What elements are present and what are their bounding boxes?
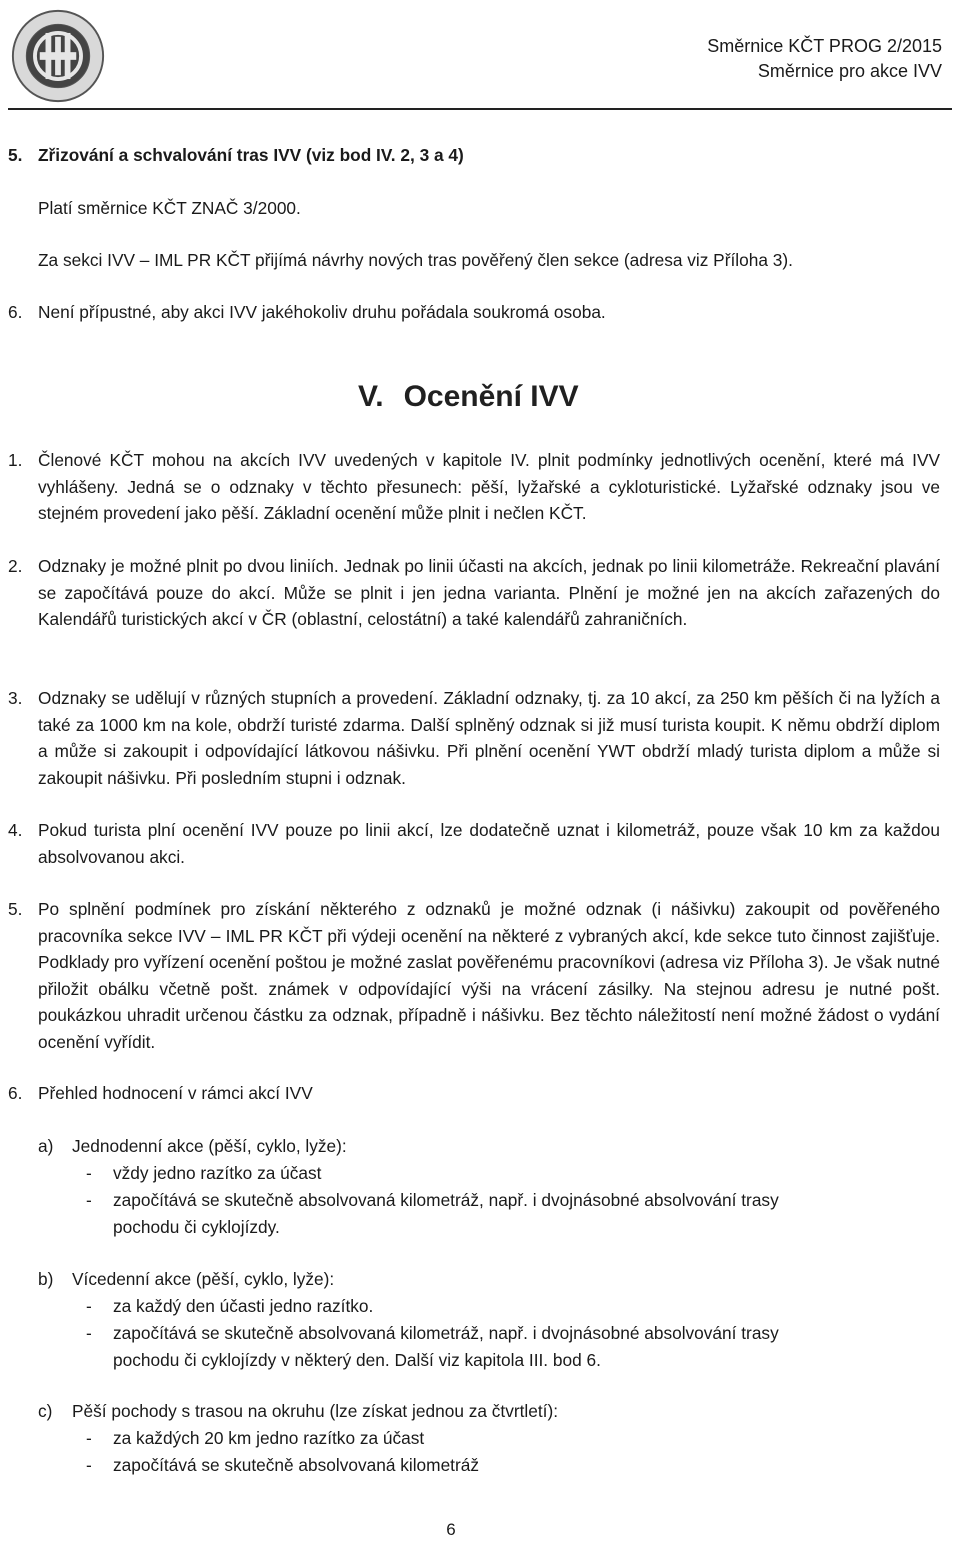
overview-c-title: Pěší pochody s trasou na okruhu (lze získat jednou za čtvrtletí):	[72, 1401, 559, 1421]
bullet-item: vždy jedno razítko za účast	[113, 1163, 322, 1183]
document-header	[707, 34, 942, 84]
section-number: 5.	[8, 145, 23, 165]
kct-logo-icon	[10, 8, 106, 104]
bullet-item: započítává se skutečně absolvovaná kilometráž	[113, 1455, 479, 1475]
overview-b-title: Vícedenní akce (pěší, cyklo, lyže):	[72, 1269, 335, 1289]
section-heading: Zřizování a schvalování tras IVV (viz bod IV. 2, 3 a 4)	[38, 145, 464, 165]
chapter-heading	[358, 380, 579, 414]
bullet-item: za každý den účasti jedno razítko.	[113, 1296, 374, 1316]
bullet-continuation: pochodu či cyklojízdy v některý den. Další viz kapitola III. bod 6.	[113, 1350, 601, 1370]
bullet-item: započítává se skutečně absolvovaná kilometráž, např. i dvojnásobné absolvování trasy	[113, 1323, 779, 1343]
chapter-title: Ocenění IVV	[403, 380, 579, 413]
header-divider	[8, 108, 952, 110]
overview-a-title: Jednodenní akce (pěší, cyklo, lyže):	[72, 1136, 347, 1156]
header-subtitle: Směrnice pro akce IVV	[757, 61, 942, 81]
bullet-item: započítává se skutečně absolvovaná kilometráž, např. i dvojnásobné absolvování trasy	[113, 1190, 779, 1210]
bullet-continuation: pochodu či cyklojízdy.	[113, 1217, 280, 1237]
page-number: 6	[446, 1520, 456, 1539]
document-page: Směrnice KČT PROG 2/2015 Směrnice pro akce IVV 5. Zřizování a schvalování tras IVV (viz bod IV. 2, 3 a 4) Platí směrnice KČT ZNAČ 3/2000. Za sekci IVV – IML PR KČT přijímá návrhy nových tras pověřený člen sekce (adresa viz Příloha 3). 6. Není přípustné, aby akci IVV jakéhokoliv druhu pořádala soukromá osoba. V. Ocenění IVV 1. Členové KČT mohou na akcích IVV uvedených v kapitole IV. plnit podmínky jednotlivých ocenění, které má IVV vyhlášeny. Jedná se o odznaky v těchto přesunech: pěší, lyžařské a cykloturistické. Lyžařské odznaky jsou ve stejném provedení jako pěší. Základní ocenění může plnit i nečlen KČT. 2. Odznaky je možné plnit po dvou liniích. Jednak po linii účasti na akcích, jednak po linii kilometráže. Rekreační plavání se započítává pouze do akcí. Může se plnit i jen jedna varianta. Plnění je možné jen na akcích zařazených do Kalendářů turistických akcí v ČR (oblastní, celostátní) a také kalendářů zahraničních. 3. Odznaky se udělují v různých stupních a provedení. Základní odznaky, tj. za 10 akcí, za 250 km pěších či na lyžích a také za 1000 km na kole, obdrží turisté zdarma. Další splněný odznak si již musí turista koupit. K němu obdrží diplom a může si zakoupit i odpovídající látkovou nášivku. Při plnění ocenění YWT obdrží mladý turista diplom a může si zakoupit nášivku. Při posledním stupni i odznak. 4. Pokud turista plní ocenění IVV pouze po linii akcí, lze dodatečně uznat i kilometráž, pouze však 10 km za každou absolvovanou akci. 5. Po splnění podmínek pro získání některého z odznaků je možné odznak (i nášivku) zakoupit od pověřeného pracovníka sekce IVV – IML PR KČT při výdeji ocenění na některé z vybraných akcí, kde sekce tuto činnost zajišťuje. Podklady pro vyřízení ocenění poštou je možné zaslat pověřenému pracovníkovi (adresa viz Příloha 3). Je však nutné přiložit obálku včetně pošt. známek v odpovídající výši na vrácení zásilky. Na stejnou adresu je nutné pošt. poukázkou uhradit určenou částku za odznak, případně i nášivku. Bez těchto náležitostí není možné žádost o vydání ocenění vyřídit. 6. Přehled hodnocení v rámci akcí IVV a) Jednodenní akce (pěší, cyklo, lyže): - vždy jedno razítko za účast - započítává se skutečně absolvovaná kilometráž, např. i dvojnásobné absolvování trasy pochodu či cyklojízdy. b) Vícedenní akce (pěší, cyklo, lyže): - za každý den účasti jedno razítko. - započítává se skutečně absolvovaná kilometráž, např. i dvojnásobné absolvování trasy pochodu či cyklojízdy v některý den. Další viz kapitola III. bod 6. c) Pěší pochody s trasou na okruhu (lze získat jednou za čtvrtletí): - za každých 20 km jedno razítko za účast - započítává se skutečně absolvovaná kilometráž 6	[0, 0, 960, 1542]
header-title: Směrnice KČT PROG 2/2015	[707, 36, 942, 56]
bullet-item: za každých 20 km jedno razítko za účast	[113, 1428, 425, 1448]
chapter-number: V.	[358, 380, 384, 413]
